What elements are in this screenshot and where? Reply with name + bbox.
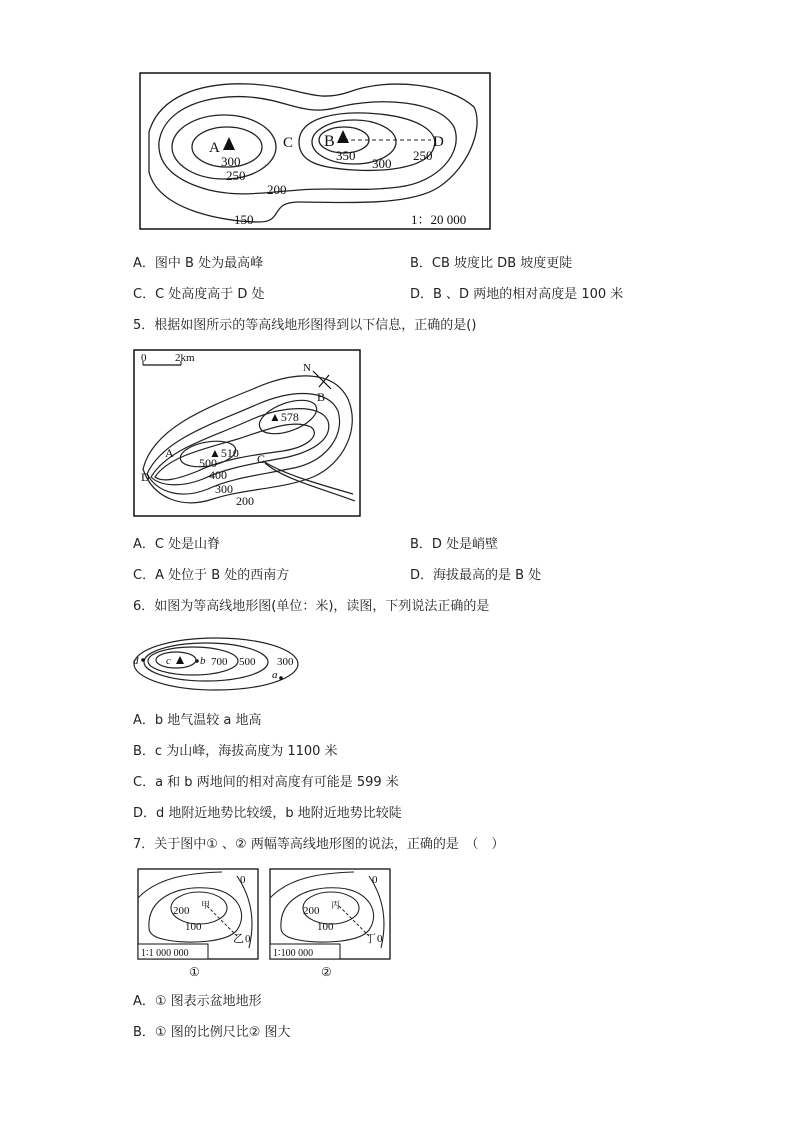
contour-label-200: 200: [173, 905, 190, 917]
contour-label-150: 150: [234, 212, 254, 227]
label-c: c: [166, 655, 171, 667]
label-b: B: [317, 390, 326, 404]
contour-label-0-top: 0: [372, 874, 378, 886]
contour-label-300: 300: [277, 656, 294, 668]
q6-option-d[interactable]: D．d 地附近地势比较缓，b 地附近地势比较陡: [133, 806, 402, 821]
contour-label-200: 200: [236, 494, 254, 508]
contour-label-300: 300: [221, 154, 241, 169]
scale-zero: 0: [141, 352, 147, 364]
contour-label-200: 200: [303, 905, 320, 917]
label-b: B: [324, 133, 335, 150]
contour-label-0-bottom: 0: [245, 933, 251, 945]
q6-option-a[interactable]: A．b 地气温较 a 地高: [133, 713, 262, 728]
label-b: b: [200, 655, 206, 667]
contour-label-0-top: 0: [240, 874, 246, 886]
contour-label-100: 100: [317, 921, 334, 933]
north-label: N: [303, 362, 311, 374]
scale-label: 1∶1 000 000: [141, 948, 189, 959]
q4-option-d[interactable]: D．B 、D 两地的相对高度是 100 米: [410, 287, 624, 302]
q7-option-b[interactable]: B．① 图的比例尺比② 图大: [133, 1025, 291, 1040]
contour-label-500: 500: [239, 656, 256, 668]
contour-map-figure-6: [131, 636, 303, 694]
q5-option-d[interactable]: D．海拔最高的是 B 处: [410, 568, 542, 583]
contour-label-250-right: 250: [413, 148, 433, 163]
q6-option-c[interactable]: C．a 和 b 两地间的相对高度有可能是 599 米: [133, 775, 399, 790]
label-c: C: [257, 452, 266, 466]
scale-label: 1∶100 000: [273, 948, 314, 959]
q7-stem: 7．关于图中① 、② 两幅等高线地形图的说法，正确的是 （ ）: [133, 837, 505, 852]
contour-label-300: 300: [215, 482, 233, 496]
contour-label-400: 400: [209, 468, 227, 482]
q5-option-b[interactable]: B．D 处是峭壁: [410, 537, 499, 552]
q4-option-c[interactable]: C．C 处高度高于 D 处: [133, 287, 265, 302]
contour-map-figure-7-1: [137, 868, 259, 980]
q5-option-a[interactable]: A．C 处是山脊: [133, 537, 221, 552]
scale-distance: 2km: [175, 352, 195, 364]
contour-label-0-bottom: 0: [377, 933, 383, 945]
q4-option-b[interactable]: B．CB 坡度比 DB 坡度更陡: [410, 256, 573, 271]
q6-option-b[interactable]: B．c 为山峰，海拔高度为 1100 米: [133, 744, 338, 759]
contour-label-250: 250: [226, 168, 246, 183]
q7-option-a[interactable]: A．① 图表示盆地地形: [133, 994, 262, 1009]
q5-option-c[interactable]: C．A 处位于 B 处的西南方: [133, 568, 290, 583]
label-d: D: [141, 470, 150, 484]
contour-label-350: 350: [336, 148, 356, 163]
peak-510: ▲510: [209, 446, 239, 460]
contour-map-figure-5: [133, 349, 361, 517]
map-caption-1: ①: [189, 965, 200, 979]
contour-label-200: 200: [267, 182, 287, 197]
peak-578: ▲578: [269, 410, 299, 424]
point-jia: 甲: [201, 900, 211, 910]
q6-stem: 6．如图为等高线地形图(单位：米)，读图，下列说法正确的是: [133, 599, 490, 614]
map-caption-2: ②: [321, 965, 332, 979]
scale-label: 1：20 000: [411, 212, 467, 227]
point-bing: 丙: [331, 900, 341, 910]
label-d: d: [133, 655, 139, 667]
contour-label-300-right: 300: [372, 156, 392, 171]
label-a: a: [272, 669, 278, 681]
q5-stem: 5．根据如图所示的等高线地形图得到以下信息，正确的是(): [133, 318, 477, 333]
label-a: A: [209, 140, 220, 156]
contour-label-500: 500: [199, 456, 217, 470]
label-d: D: [433, 134, 444, 150]
label-a: A: [165, 446, 174, 460]
label-c: C: [283, 135, 294, 151]
contour-map-figure-7-2: [269, 868, 391, 980]
point-ding: 丁: [365, 933, 376, 945]
contour-label-700: 700: [211, 656, 228, 668]
contour-map-figure-1: [139, 72, 491, 230]
point-yi: 乙: [233, 933, 244, 945]
q4-option-a[interactable]: A．图中 B 处为最高峰: [133, 256, 264, 271]
contour-label-100: 100: [185, 921, 202, 933]
